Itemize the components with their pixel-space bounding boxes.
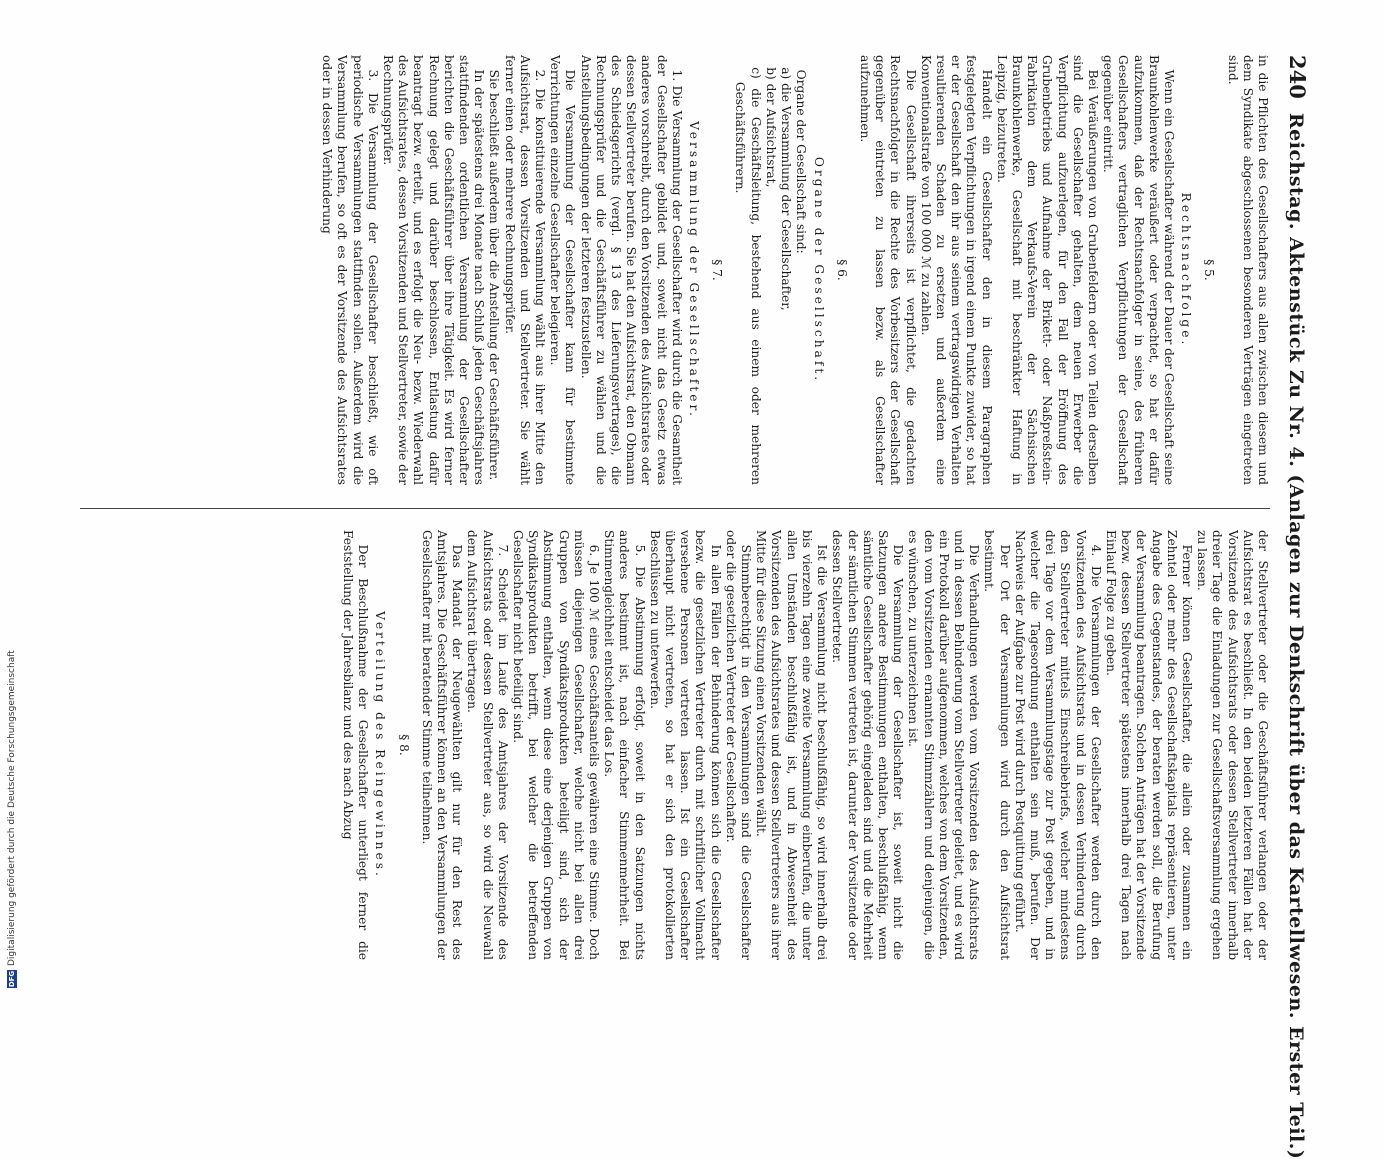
paragraph: 2. Die konstituierende Versammlung wählt aus ihrer Mitte den Aufsichtsrat, dessen Vorsitzenden und Stellvertreter. Sie wählt ferner einen oder mehrere Rechnungsprüfer. xyxy=(502,55,548,485)
section-number: § 7. xyxy=(710,259,725,281)
right-column xyxy=(80,530,1270,960)
list-item: a) die Versammlung der Gesellschafter, xyxy=(779,67,794,311)
paragraph: 4. Die Versammlungen der Gesellschafter werden durch den Vorsitzenden des Aufsichtsrats und in dessen Verhinderung durch den Stellvertreter mittels Einschreibebriefs, welcher mindestens drei Tage vor dem Versammlungstage zur Post gegeben, und in welcher die Tagesordnung enthalten sein muß, berufen. Der Nachweis der Aufgabe zur Post wird durch Postquittung geführt. xyxy=(1012,530,1103,960)
section-heading: Verteilung des Reingewinnes. xyxy=(373,611,388,879)
paragraph: Ist die Versammlung nicht beschlußfähig, so wird innerhalb drei bis vierzehn Tagen eine zweite Versammlung einberufen, die unter allen Umständen beschlußfähig ist, und in Abwesenheit des Vorsitzenden des Aufsichtsrates und dessen Stellvertreters aus ihrer Mitte für diese Sitzung einen Vorsitzenden wählt. xyxy=(754,530,830,960)
digitization-credit xyxy=(6,608,18,988)
section-heading: Organe der Gesellschaft. xyxy=(811,156,826,384)
paragraph: Die Versammlung der Gesellschafter ist, soweit nicht die Satzungen andere Bestimmungen enthalten, beschlußfähig, wenn sämtliche Gesellschafter gehörig eingeladen sind und die Mehrheit der sämtlichen Stimmen vertreten ist, darunter der Vorsitzende oder dessen Stellvertreter. xyxy=(830,530,906,960)
paragraph: Sie beschließt außerdem über die Anstellung der Geschäftsführer. xyxy=(487,69,502,481)
paragraph: Der Beschlußnahme der Gesellschafter unterliegt ferner die Feststellung der Jahresbilanz und des nach Abzug xyxy=(341,530,371,960)
column-divider xyxy=(80,508,1270,509)
section-number: § 5. xyxy=(1202,259,1217,281)
paragraph: Das Mandat der Neugewählten gilt nur für den Rest des Amtsjahres. Die Geschäftsführer können an den Versammlungen der Gesellschafter mit beratender Stimme teilnehmen. xyxy=(419,530,465,960)
paragraph: Die Versammlung der Gesellschafter kann für bestimmte Verrichtungen einzelne Gesellschafter belegieren. xyxy=(548,55,578,485)
page-number: 240 xyxy=(1285,55,1310,99)
paragraph: Bei Veräußerungen von Grubenfeldern oder von Teilen derselben sind die Gesellschafter gehalten, dem neuen Erwerber die Verpflichtung aufzuerlegen, für den Fall der Eröffnung des Grubenbetriebs und Aufnahme der Brikett- oder Naßpreßstein-Fabrikation dem Verkaufs-Verein der Sächsischen Braunkohlenwerke, Gesellschaft mit beschränkter Haftung in Leipzig, beizutreten. xyxy=(994,55,1100,485)
paragraph: 3. Die Versammlung der Gesellschafter beschließt, wie oft periodische Versammlungen stattfinden sollen. Außerdem wird die Versammlung berufen, so oft es der Vorsitzende des Aufsichtsrates oder in dessen Verhinderung xyxy=(320,55,380,485)
paragraph: 5. Die Abstimmung erfolgt, soweit in den Satzungen nichts anderes bestimmt ist, nach einfacher Stimmenmehrheit. Bei Stimmengleichheit entscheidet das Los. xyxy=(602,530,647,960)
paragraph: der Stellvertreter oder die Geschäftsführer verlangen oder der Aufsichtsrat es beschließt. In den beiden letzteren Fällen hat der Vorsitzende des Aufsichtsrats oder dessen Stellvertreter innerhalb dreier Tage die Einladungen zur Gesellschaftsversammlung ergehen zu lassen. xyxy=(1195,530,1270,960)
paragraph: Die Verhandlungen werden vom Vorsitzenden des Aufsichtsrats und in dessen Behinderung vom Stellvertreter geleitet, und es wird ein Protokoll darüber aufgenommen, welches von dem Vorsitzenden, den vom Vorsitzenden ernannten Stimmzählern und denjenigen, die es wünschen, zu unterzeichnen ist. xyxy=(906,530,982,960)
page-title: Reichstag. Aktenstück Zu Nr. 4. (Anlagen zur Denkschrift über das Kartellwesen. Erster Teil.) xyxy=(1285,112,1307,1159)
list-item: c) die Geschäftsleitung, bestehend aus einem oder mehreren Geschäftsführern. xyxy=(733,67,763,485)
paragraph: 7. Scheidet im Laufe des Amtsjahres der Vorsitzende des Aufsichtsrats oder dessen Stellvertreter aus, so wird die Neuwahl dem Aufsichtsrat übertragen. xyxy=(465,530,510,960)
left-column xyxy=(80,55,1270,485)
paragraph: In allen Fällen der Behinderung können sich die Gesellschafter bezw. die gesetzlichen Vertreter durch mit schriftlicher Vollmacht versehene Personen vertreten lassen. Ist ein Gesellschafter überhaupt nicht vertreten, so hat er sich den protokollierten Beschlüssen zu unterwerfen. xyxy=(647,530,723,960)
paragraph: 1. Die Versammlung der Gesellschafter wird durch die Gesamtheit der Gesellschafter gebildet und, soweit nicht das Gesetz etwas anderes vorschreibt, durch den Vorsitzenden des Aufsichtsrates oder dessen Stellvertreter berufen. Sie hat den Aufsichtsrat, den Obmann des Schiedsgerichts (vergl. § 13 des Lieferungsvertrages), die Rechnungsprüfer und die Geschäftsführer zu wählen und die Anstellungsbedingungen der letzteren festzustellen. xyxy=(578,55,684,485)
section-number: § 6. xyxy=(834,259,849,281)
document-page xyxy=(75,55,1310,1159)
digitization-credit-text: Digitalisierung gefördert durch die Deutsche Forschungsgemeinschaft xyxy=(7,650,17,966)
paragraph: Handelt ein Gesellschafter den in diesem Paragraphen festgelegten Verpflichtungen in irgend einem Punkte zuwider, so hat er der Gesellschaft den ihr aus seinem vertragswidrigen Verhalten resultierenden Schaden zu ersetzen und außerdem eine Konventionalstrafe von 100 000 ℳ zu zahlen. xyxy=(918,55,994,485)
paragraph: Ferner können Gesellschafter, die allein oder zusammen ein Zehntel oder mehr des Gesellschaftskapitals repräsentieren, unter Angabe des Gegenstandes, der beraten werden soll, die Berufung der Versammlung beantragen. Solchen Anträgen hat der Vorsitzende bezw. dessen Stellvertreter spätestens innerhalb drei Tagen nach Einlauf Folge zu geben. xyxy=(1103,530,1194,960)
section-number: § 8. xyxy=(396,734,411,756)
paragraph: Stimmberechtigt in den Versammlungen sind die Gesellschafter oder die gesetzlichen Vertreter der Gesellschafter. xyxy=(723,530,754,960)
dfg-logo-icon: DFG xyxy=(8,970,16,988)
paragraph: Wenn ein Gesellschafter während der Dauer der Gesellschaft seine Braunkohlenwerke veräußert oder verpachtet, so hat er dafür aufzukommen, daß der Rechtsnachfolger in seine, des früheren Gesellschafters vertraglichen Verpflichtungen der Gesellschaft gegenüber eintritt. xyxy=(1101,55,1176,485)
section-heading: Versammlung der Gesellschafter. xyxy=(687,121,702,419)
paragraph: In der spätestens drei Monate nach Schluß jeden Geschäftsjahres stattfindenden ordentlichen Versammlung der Gesellschafter berichten die Geschäftsführer über ihre Tätigkeit. Es wird ferner Rechnung gelegt und darüber beschlossen, Entlastung dafür beantragt bezw. erteilt, und es erfolgt die Neu- bezw. Wiederwahl des Aufsichtsrates, dessen Vorsitzenden und Stellvertreter, sowie der Rechnungsprüfer. xyxy=(381,55,487,485)
section-heading: Rechtsnachfolge. xyxy=(1179,192,1194,348)
page-header xyxy=(1274,55,1310,1159)
paragraph: Der Ort der Versammlungen wird durch den Aufsichtsrat bestimmt. xyxy=(982,530,1012,960)
paragraph: Die Gesellschaft ihrerseits ist verpflichtet, die gedachten Rechtsnachfolger in die Rechte des Vorbesitzers der Gesellschaft gegenüber eintreten zu lassen bezw. als Gesellschafter aufzunehmen. xyxy=(857,55,918,485)
paragraph: in die Pflichten des Gesellschafters aus allen zwischen diesem und dem Syndikate abgeschlossenen besonderen Verträgen eingetreten sind. xyxy=(1225,55,1270,485)
paragraph: 6. Je 100 ℳ eines Geschäftsanteils gewähren eine Stimme. Doch müssen diejenigen Gesellschafter, welche nicht bei allen drei Gruppen von Syndikatsprodukten beteiligt sind, sich der Abstimmung enthalten, wenn diese eine derjenigen Gruppen von Syndikatsprodukten betrifft, bei welcher die betreffenden Gesellschafter nicht beteiligt sind. xyxy=(511,530,602,960)
list-item: b) der Aufsichtsrat, xyxy=(763,67,778,188)
paragraph: Organe der Gesellschaft sind: xyxy=(794,69,809,254)
